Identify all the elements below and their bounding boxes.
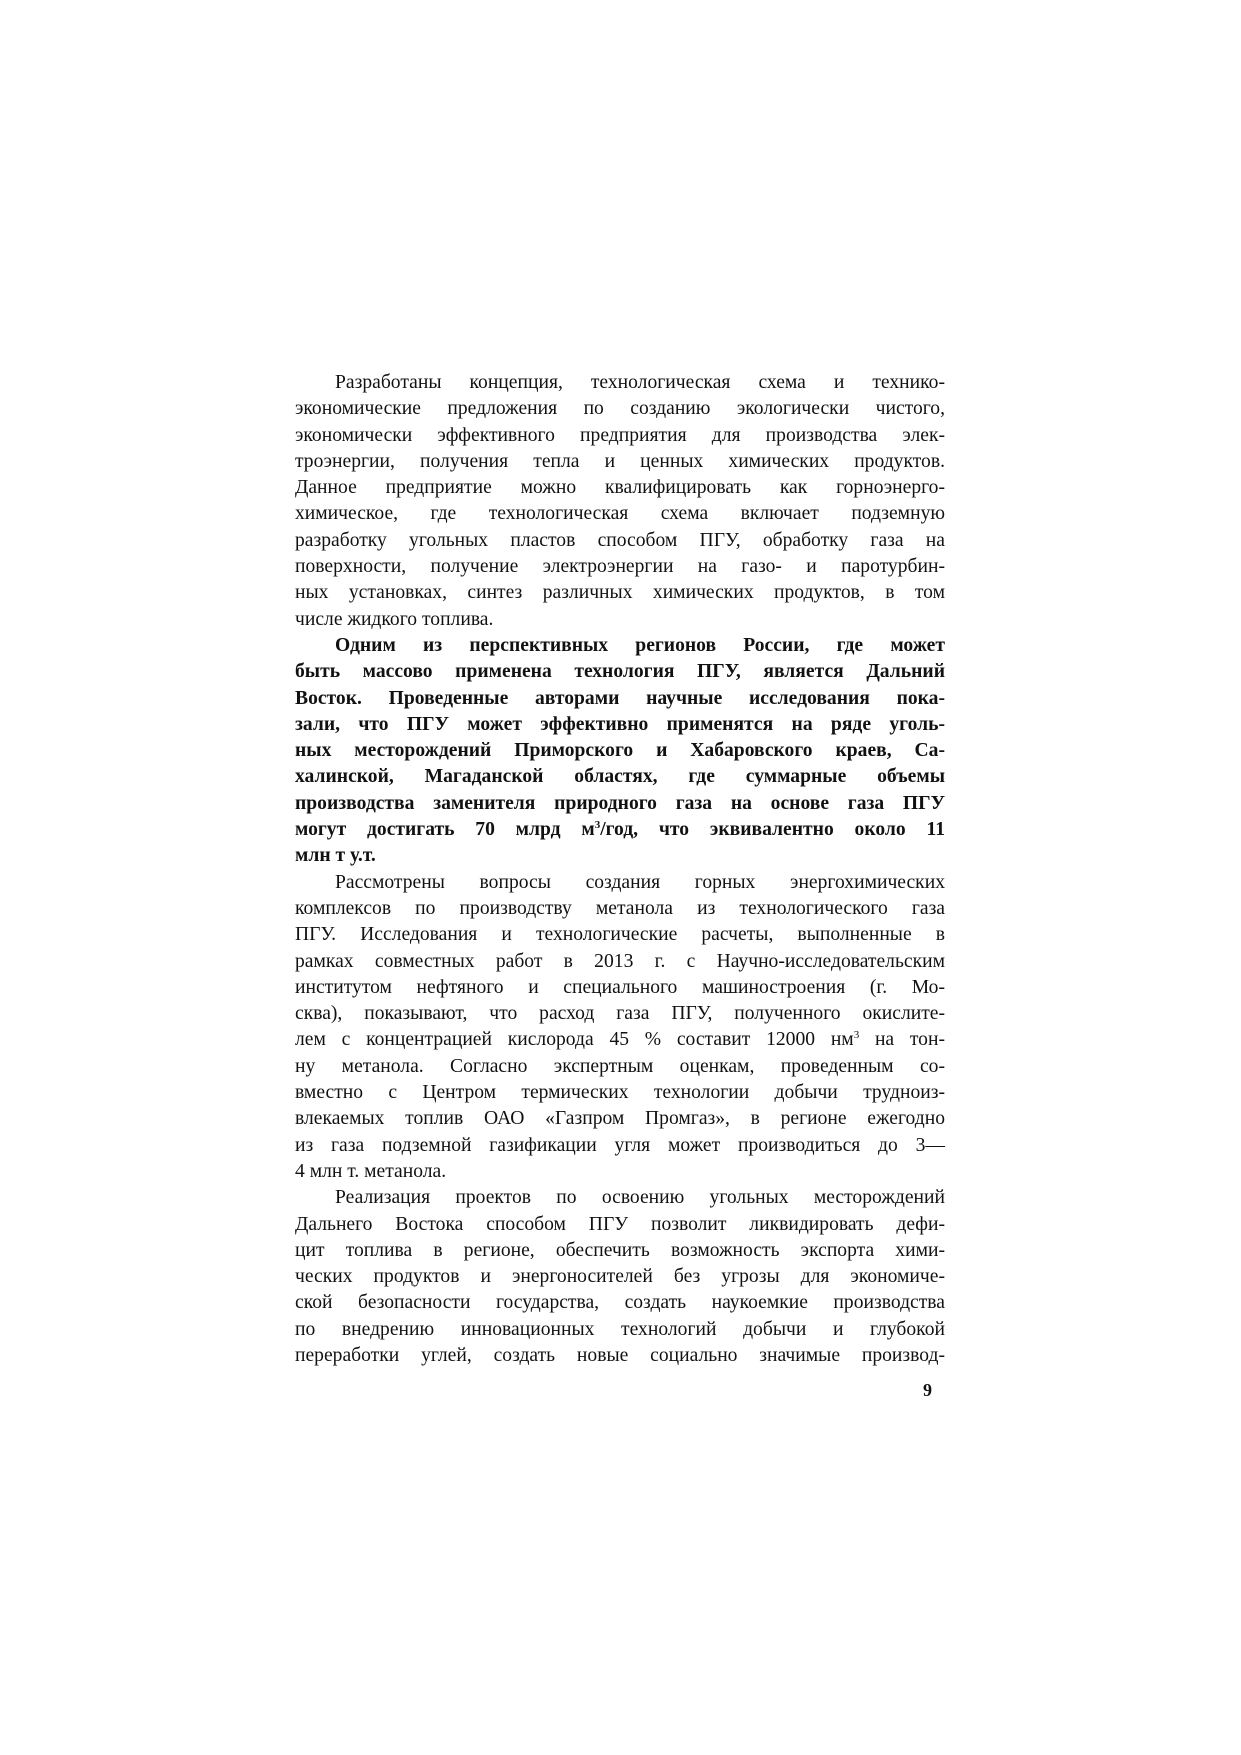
text-fragment: /год, что эквивалентно около 11 [600, 819, 945, 841]
text-line: ных месторождений Приморского и Хабаровского краев, Са- [295, 740, 945, 762]
text-line: Восток. Проведенные авторами научные исследования пока- [295, 687, 945, 709]
text-line: Рассмотрены вопросы создания горных энергохимических [335, 871, 945, 893]
text-line: быть массово применена технология ПГУ, является Дальний [295, 661, 945, 683]
text-line: рамках совместных работ в 2013 г. с Научно-исследовательским [295, 950, 945, 972]
text-line: разработку угольных пластов способом ПГУ, обработку газа на [295, 529, 945, 551]
text-line: ской безопасности государства, создать наукоемкие производства [295, 1292, 945, 1314]
text-line-with-superscript [295, 1027, 945, 1053]
text-line: экономически эффективного предприятия для производства элек- [295, 424, 945, 446]
text-line: Реализация проектов по освоению угольных месторождений [335, 1187, 945, 1209]
text-line: троэнергии, получения тепла и ценных химических продуктов. [295, 450, 945, 472]
superscript: 3 [594, 819, 601, 832]
text-line: влекаемых топлив ОАО «Газпром Промгаз», в регионе ежегодно [295, 1108, 945, 1130]
text-line: сква), показывают, что расход газа ПГУ, полученного окислите- [295, 1003, 945, 1025]
text-line: вместно с Центром термических технологии добычи трудноиз- [295, 1082, 945, 1104]
text-line: производства заменителя природного газа на основе газа ПГУ [295, 792, 945, 814]
text-line: ных установках, синтез различных химических продуктов, в том [295, 582, 945, 604]
paragraph-3 [295, 870, 945, 1186]
text-fragment: на тон- [859, 1029, 945, 1051]
text-line: 4 млн т. метанола. [295, 1160, 447, 1182]
text-line: числе жидкого топлива. [295, 608, 494, 630]
text-line: Одним из перспективных регионов России, где может [335, 634, 945, 656]
text-fragment: могут достигать 70 млрд м [295, 819, 595, 841]
paragraph-1 [295, 370, 945, 633]
superscript: 3 [853, 1029, 860, 1042]
text-line: ческих продуктов и энергоносителей без угрозы для экономиче- [295, 1266, 945, 1288]
text-line: по внедрению инновационных технологий добычи и глубокой [295, 1318, 945, 1340]
text-line: зали, что ПГУ может эффективно применятся на ряде уголь- [295, 713, 945, 735]
text-line: институтом нефтяного и специального машиностроения (г. Мо- [295, 976, 945, 998]
text-line-with-superscript [295, 817, 945, 843]
paragraph-2-bold [295, 633, 945, 870]
text-fragment: лем с концентрацией кислорода 45 % составит 12000 нм [295, 1029, 854, 1051]
text-line: комплексов по производству метанола из технологического газа [295, 897, 945, 919]
text-line: Дальнего Востока способом ПГУ позволит ликвидировать дефи- [295, 1213, 945, 1235]
paragraph-4 [295, 1185, 945, 1369]
text-line: халинской, Магаданской областях, где суммарные объемы [295, 766, 945, 788]
text-line: цит топлива в регионе, обеспечить возможность экспорта хими- [295, 1239, 945, 1261]
text-line: ну метанола. Согласно экспертным оценкам, проведенным со- [295, 1055, 945, 1077]
text-line: Разработаны концепция, технологическая схема и технико- [335, 372, 945, 393]
text-line: ПГУ. Исследования и технологические расчеты, выполненные в [295, 924, 945, 946]
body-text [295, 370, 945, 1369]
text-line: экономические предложения по созданию экологически чистого, [295, 398, 945, 420]
text-line: поверхности, получение электроэнергии на газо- и паротурбин- [295, 556, 945, 578]
text-line: млн т у.т. [295, 845, 376, 867]
text-line: химическое, где технологическая схема включает подземную [295, 503, 945, 525]
text-line: Данное предприятие можно квалифицировать как горноэнерго- [295, 477, 945, 499]
text-line: из газа подземной газификации угля может производиться до 3— [295, 1134, 945, 1156]
page-number: 9 [923, 1380, 932, 1400]
text-line: переработки углей, создать новые социально значимые производ- [295, 1344, 945, 1366]
